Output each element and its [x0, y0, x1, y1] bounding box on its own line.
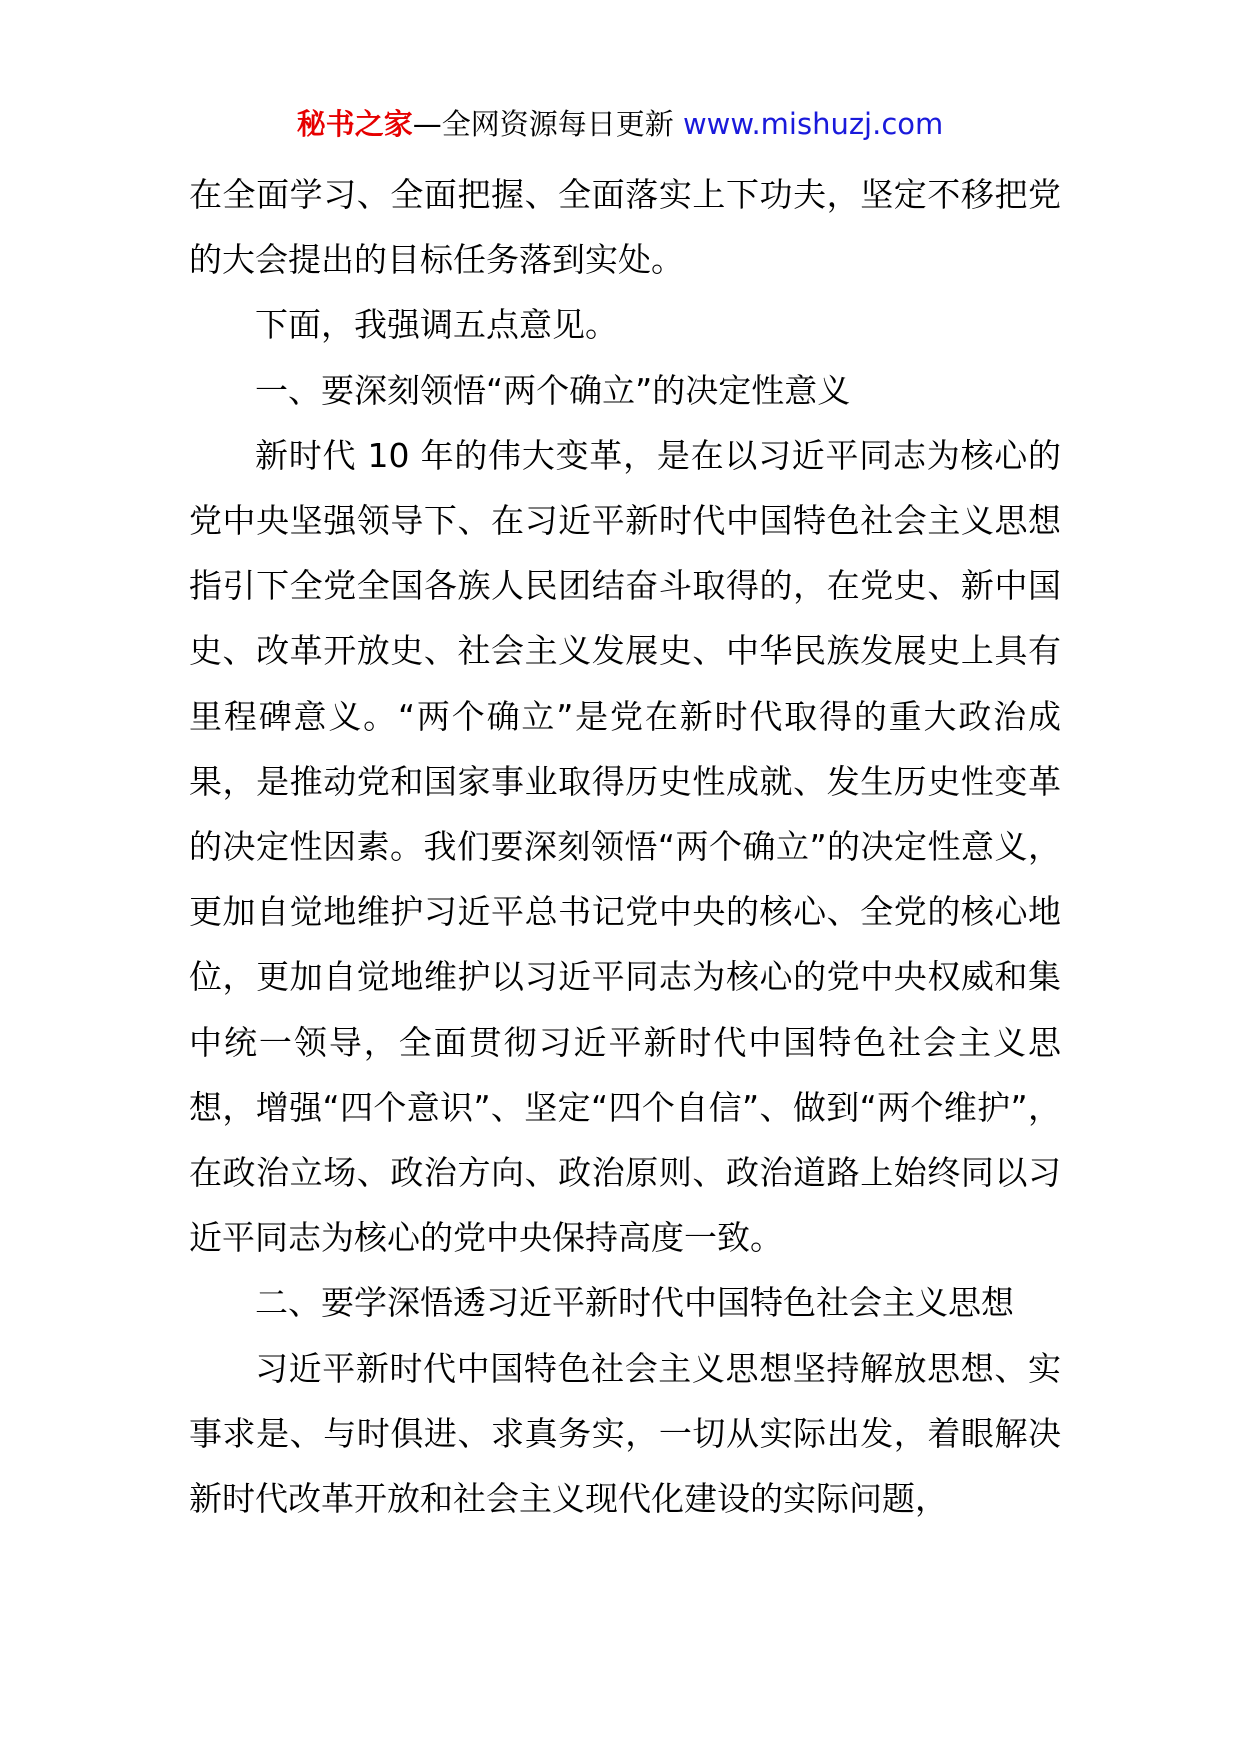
site-url-link[interactable]: www.mishuzj.com	[682, 107, 944, 141]
site-tagline: —全网资源每日更新	[412, 107, 683, 141]
paragraph-intro: 下面，我强调五点意见。	[255, 305, 618, 345]
paragraph-section-1: 新时代 10 年的伟大变革，是在以习近平同志为核心的党中央坚强领导下、在习近平新时代中国特色社会主义思想指引下全党全国各族人民团结奋斗取得的，在党史、新中国史、改革开放史、社会主义发展史、中华民族发展史上具有里程碑意义。“两个确立”是党在新时代取得的重大政治成果，是推动党和国家事业取得历史性成就、发生历史性变革的决定性因素。我们要深刻领悟“两个确立”的决定性意义，更加自觉地维护习近平总书记党中央的核心、全党的核心地位，更加自觉地维护以习近平同志为核心的党中央权威和集中统一领导，全面贯彻习近平新时代中国特色社会主义思想，增强“四个意识”、坚定“四个自信”、做到“两个维护”，在政治立场、政治方向、政治原则、政治道路上始终同以习近平同志为核心的党中央保持高度一致。	[189, 435, 1061, 1258]
document-body	[189, 162, 1061, 1531]
paragraph-continuation: 在全面学习、全面把握、全面落实上下功夫，坚定不移把党的大会提出的目标任务落到实处。	[189, 175, 1061, 280]
site-header	[0, 104, 1240, 144]
site-brand: 秘书之家	[296, 107, 413, 141]
section-heading-1: 一、要深刻领悟“两个确立”的决定性意义	[255, 370, 851, 410]
section-heading-2: 二、要学深悟透习近平新时代中国特色社会主义思想	[255, 1283, 1014, 1323]
paragraph-section-2: 习近平新时代中国特色社会主义思想坚持解放思想、实事求是、与时俱进、求真务实，一切从实际出发，着眼解决新时代改革开放和社会主义现代化建设的实际问题，	[189, 1348, 1061, 1519]
